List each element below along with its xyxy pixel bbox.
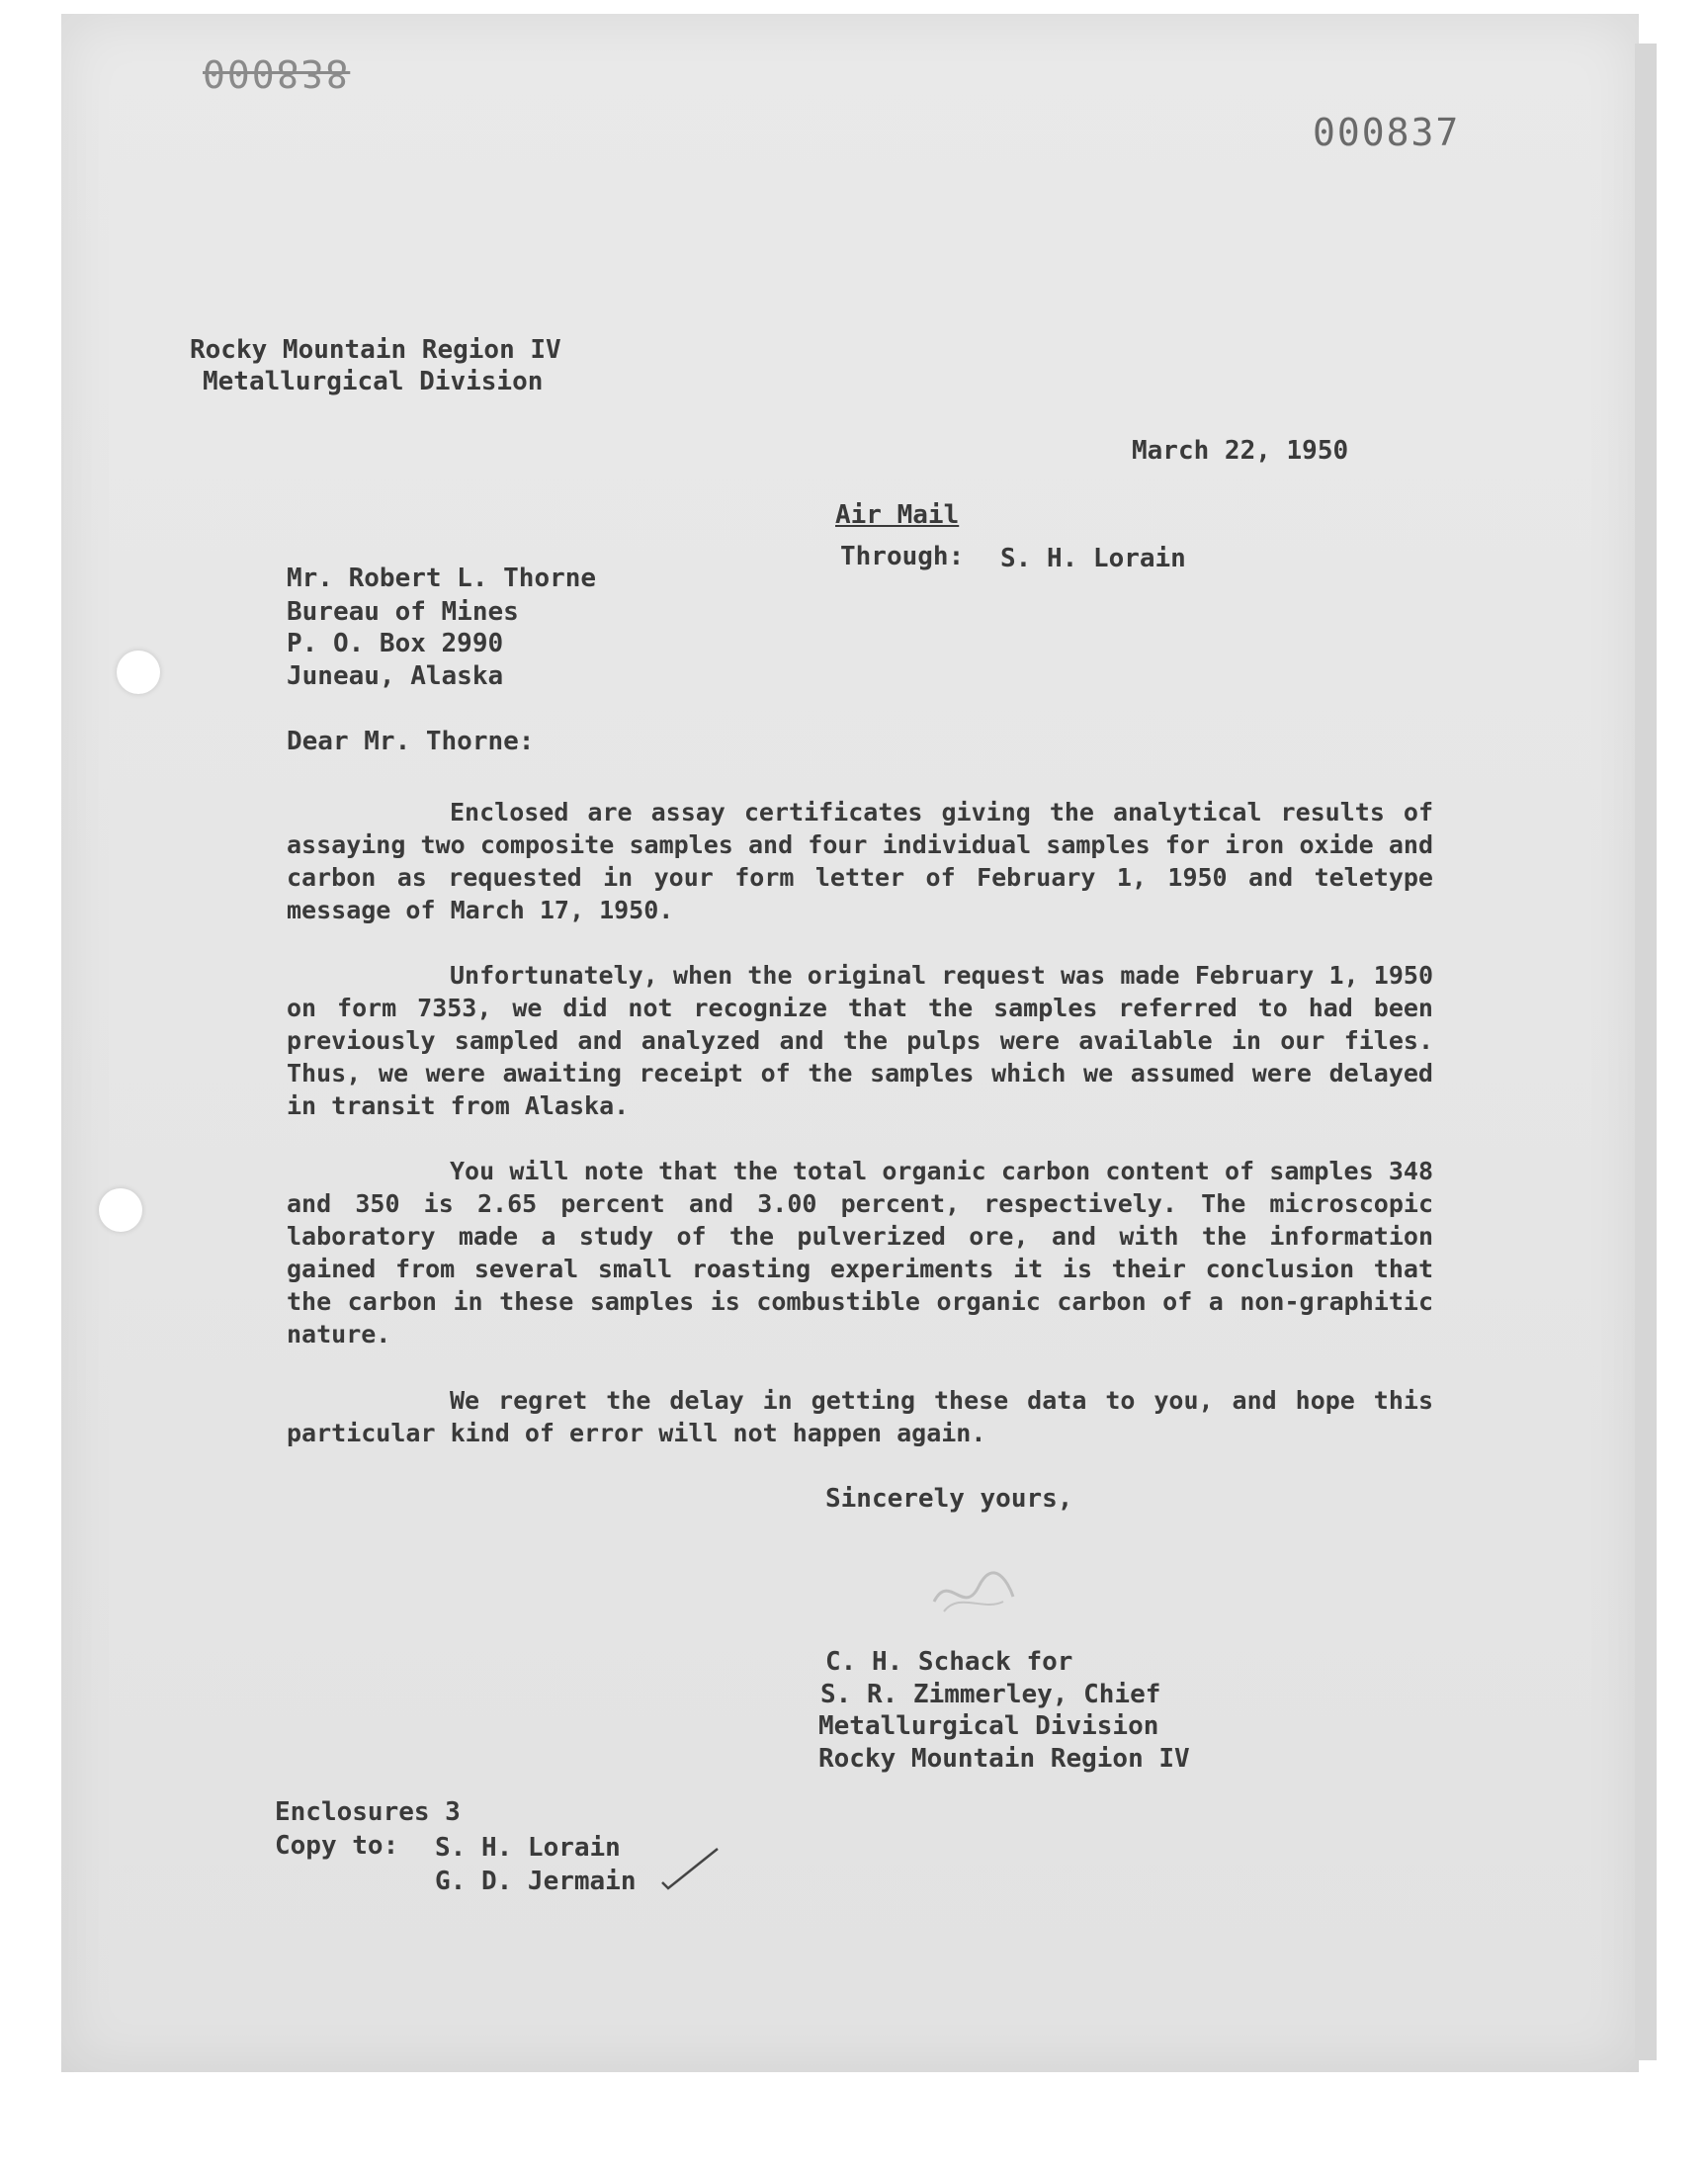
salutation: Dear Mr. Thorne: (287, 727, 535, 756)
punch-hole-top (117, 651, 160, 694)
punch-hole-bottom (99, 1188, 142, 1232)
letter-date: March 22, 1950 (1132, 436, 1349, 466)
faint-serial-stamp: 000838 (203, 51, 351, 95)
copy-recipient-1: S. H. Lorain (435, 1833, 621, 1863)
closing: Sincerely yours, (825, 1484, 1073, 1514)
letterhead-line-2: Metallurgical Division (203, 367, 544, 396)
body-paragraph-2 (287, 959, 1433, 1122)
signature-line-4: Rocky Mountain Region IV (818, 1744, 1190, 1774)
body-paragraph-4-text: We regret the delay in getting these data to you, and hope this particular kind of error will not happen again. (287, 1386, 1433, 1447)
recipient-name: Mr. Robert L. Thorne (287, 564, 597, 593)
through-label: Through: (840, 542, 965, 571)
copy-recipient-2: G. D. Jermain (435, 1867, 637, 1896)
recipient-city: Juneau, Alaska (287, 661, 504, 691)
signature-line-1: C. H. Schack for (825, 1647, 1073, 1677)
signature-line-2: S. R. Zimmerley, Chief (820, 1680, 1161, 1709)
body-paragraph-1-text: Enclosed are assay certificates giving the analytical results of assaying two composite samples and four individual samples for iron oxide and carbon as requested in your form letter of February 1, 1950 and teletype message of March 17, 1950. (287, 798, 1433, 924)
copy-to-label: Copy to: (275, 1831, 399, 1861)
body-paragraph-3 (287, 1155, 1433, 1350)
air-mail-label: Air Mail (835, 500, 960, 530)
enclosures-note: Enclosures 3 (275, 1797, 461, 1827)
body-paragraph-1 (287, 796, 1433, 926)
body-paragraph-4 (287, 1384, 1433, 1449)
signature-line-3: Metallurgical Division (818, 1711, 1159, 1741)
letterhead-line-1: Rocky Mountain Region IV (190, 335, 561, 365)
through-name: S. H. Lorain (1000, 544, 1186, 573)
check-mark-icon (660, 1843, 720, 1892)
body-paragraph-3-text: You will note that the total organic carbon content of samples 348 and 350 is 2.65 percent and 3.00 percent, respectively. The microscopic laboratory made a study of the pulverized ore, and with the information gained from several small roasting experiments it is their conclusion that the carbon in these samples is combustible organic carbon of a non-graphitic nature. (287, 1157, 1433, 1348)
body-paragraph-2-text: Unfortunately, when the original request was made February 1, 1950 on form 7353, we did not recognize that the samples referred to had been previously sampled and analyzed and the pulps were available in our files. Thus, we were awaiting receipt of the samples which we assumed were delayed in transit from Alaska. (287, 961, 1433, 1120)
recipient-org: Bureau of Mines (287, 597, 519, 627)
recipient-box: P. O. Box 2990 (287, 629, 504, 658)
serial-stamp: 000837 (1313, 111, 1461, 154)
signature-smudge (929, 1562, 1018, 1621)
